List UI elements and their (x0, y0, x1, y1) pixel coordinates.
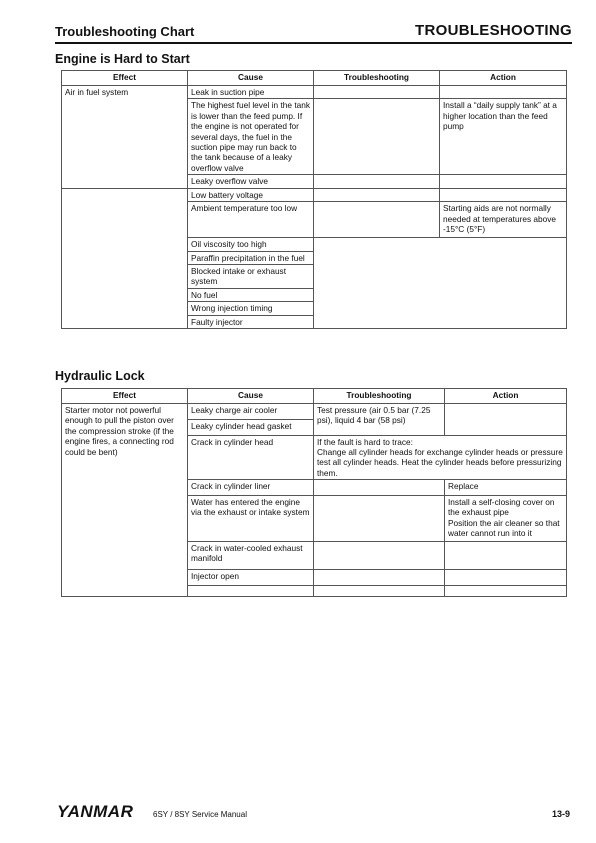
manual-title: 6SY / 8SY Service Manual (153, 810, 247, 819)
cause-cell: Wrong injection timing (188, 302, 314, 315)
action-cover-line: Install a self-closing cover on the exhaust pipe (448, 497, 555, 518)
table-header-row (62, 389, 567, 404)
cause-cell: Ambient temperature too low (188, 202, 314, 238)
col-header-troubleshooting: Troubleshooting (314, 389, 445, 404)
cause-cell: Leaky cylinder head gasket (188, 419, 314, 435)
cause-cell: No fuel (188, 288, 314, 301)
troubleshooting-cell (314, 86, 440, 99)
section-title-hard-to-start: Engine is Hard to Start (55, 52, 190, 66)
header-rule (55, 42, 572, 44)
cause-cell: The highest fuel level in the tank is lower than the feed pump. If the engine is not operated for several days, the fuel in the suction pipe may run back to the tank because of a leaky overflow valve (188, 99, 314, 175)
cause-cell (188, 586, 314, 597)
col-header-cause: Cause (188, 389, 314, 404)
action-cell (445, 542, 567, 570)
col-header-cause: Cause (188, 71, 314, 86)
action-cell (440, 86, 567, 99)
cause-cell: Faulty injector (188, 315, 314, 328)
effect-cell (62, 188, 188, 328)
cause-cell: Injector open (188, 570, 314, 586)
section-title-hydraulic-lock: Hydraulic Lock (55, 369, 145, 383)
table-row (62, 188, 567, 201)
cause-cell: Blocked intake or exhaust system (188, 265, 314, 289)
troubleshooting-cell: Test pressure (air 0.5 bar (7.25 psi), liquid 4 bar (58 psi) (314, 404, 445, 436)
table-hydraulic-lock (61, 388, 567, 597)
fault-hard-body: Change all cylinder heads for exchange cylinder heads or pressure test all cylinder heads. Heat the cylinder heads before pressurizing them. (317, 447, 563, 478)
yanmar-logo: YANMAR (57, 802, 134, 821)
col-header-action: Action (440, 71, 567, 86)
action-cell (440, 175, 567, 188)
action-cell (445, 496, 567, 542)
col-header-action: Action (445, 389, 567, 404)
troubleshooting-cell (314, 175, 440, 188)
cause-cell: Water has entered the engine via the exhaust or intake system (188, 496, 314, 542)
troubleshooting-cell (314, 480, 445, 496)
action-cell (445, 570, 567, 586)
troubleshooting-cell (314, 202, 440, 238)
action-cell (445, 404, 567, 436)
cause-cell: Leaky charge air cooler (188, 404, 314, 420)
troubleshooting-cell (314, 188, 440, 201)
table-row (62, 404, 567, 420)
page-number: 13-9 (551, 809, 570, 819)
action-cell: Install a “daily supply tank” at a higher location than the feed pump (440, 99, 567, 175)
action-cell (445, 586, 567, 597)
cause-cell: Paraffin precipitation in the fuel (188, 251, 314, 264)
col-header-effect: Effect (62, 389, 188, 404)
cause-cell: Leaky overflow valve (188, 175, 314, 188)
cause-cell: Oil viscosity too high (188, 238, 314, 251)
action-cell: Replace (445, 480, 567, 496)
cause-cell: Low battery voltage (188, 188, 314, 201)
effect-cell: Air in fuel system (62, 86, 188, 189)
cause-cell: Crack in cylinder liner (188, 480, 314, 496)
action-cell (440, 188, 567, 201)
header-chapter-title: TROUBLESHOOTING (415, 22, 572, 39)
troubleshooting-cell (314, 99, 440, 175)
troubleshooting-merged-cell (314, 435, 567, 480)
empty-merged-cell (314, 238, 567, 329)
table-hard-to-start (61, 70, 567, 329)
col-header-troubleshooting: Troubleshooting (314, 71, 440, 86)
action-air-cleaner-line: Position the air cleaner so that water cannot run into it (448, 517, 560, 539)
header-section-title: Troubleshooting Chart (55, 24, 195, 39)
troubleshooting-cell (314, 586, 445, 597)
cause-cell: Leak in suction pipe (188, 86, 314, 99)
page-header (55, 22, 572, 42)
fault-hard-lead: If the fault is hard to trace: (317, 436, 413, 447)
table-row (62, 86, 567, 99)
cause-cell: Crack in cylinder head (188, 435, 314, 480)
troubleshooting-cell (314, 570, 445, 586)
table-header-row (62, 71, 567, 86)
action-cell: Starting aids are not normally needed at temperatures above -15°C (5°F) (440, 202, 567, 238)
troubleshooting-cell (314, 542, 445, 570)
troubleshooting-cell (314, 496, 445, 542)
col-header-effect: Effect (62, 71, 188, 86)
cause-cell: Crack in water-cooled exhaust manifold (188, 542, 314, 570)
effect-cell: Starter motor not powerful enough to pull the piston over the compression stroke (if the engine fires, a connecting rod could be bent) (62, 404, 188, 597)
